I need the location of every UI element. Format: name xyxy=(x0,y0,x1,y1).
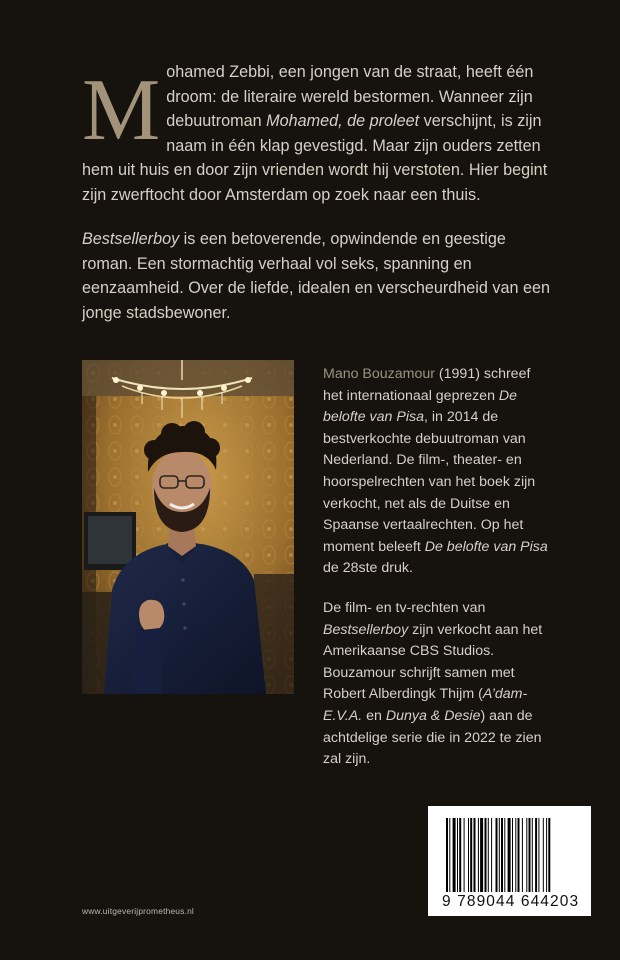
book-title-bestsellerboy: Bestsellerboy xyxy=(82,230,180,248)
barcode-bar xyxy=(526,818,527,892)
bio-paragraph-2: De film- en tv-rechten van Bestsellerboy zijn verkocht aan het Amerikaanse CBS Studios. Bouzamour schrijft samen met Robert Alberdingk Thijm (A’dam-E.V.A. en Dunya & Desie) aan de achtdelige serie die in 2022 te zien zal zijn. xyxy=(323,599,543,768)
barcode-bar xyxy=(501,818,503,892)
blurb-paragraph-1: Mohamed Zebbi, een jongen van de straat, heeft één droom: de literaire wereld bestormen. Wanneer zijn debuutroman Mohamed, de proleet verschijnt, is zijn naam in één klap gevestigd. Maar zijn ouders zetten hem uit huis en door zijn vrienden wordt hij verstoten. Hier begint zijn zwerftocht door Amsterdam op zoek naar een thuis. xyxy=(82,62,548,204)
book-title-de-belofte-van-pisa-2: De belofte van Pisa xyxy=(424,538,548,555)
publisher-website: www.uitgeverijprometheus.nl xyxy=(82,906,194,916)
barcode-bar xyxy=(464,818,465,892)
barcode-bar xyxy=(470,818,472,892)
blurb-paragraph-2: Bestsellerboy is een betoverende, opwindende en geestige roman. Een stormachtig verhaal vol seks, spanning en eenzaamheid. Over de liefde, idealen en verscheurdheid van een jonge stadsbewoner. xyxy=(82,230,550,322)
blurb xyxy=(82,60,552,325)
barcode-bar xyxy=(480,818,483,892)
barcode-bar xyxy=(522,818,523,892)
barcode-bar xyxy=(449,818,450,892)
title-adam-eva: A’dam-E.V.A. xyxy=(323,686,528,724)
barcode-bar xyxy=(515,818,516,892)
barcode-bar xyxy=(538,818,539,892)
barcode-bar xyxy=(474,818,476,892)
bio-paragraph-1: Mano Bouzamour (1991) schreef het internationaal geprezen De belofte van Pisa, in 2014 de bestverkochte debuutroman van Nederland. De film-, theater- en hoorspelrechten van het boek zijn verkocht, net als de Duitse en Spaanse vertaalrechten. Op het moment beleeft De belofte van Pisa de 28ste druk. xyxy=(323,366,548,577)
barcode-bar xyxy=(504,818,505,892)
barcode-bar xyxy=(491,818,492,892)
isbn-number: 9 789044 644203 xyxy=(442,893,580,910)
barcode-bar xyxy=(478,818,479,892)
barcode-bar xyxy=(485,818,487,892)
drop-cap: M xyxy=(82,62,161,159)
book-title-de-belofte-van-pisa: De belofte van Pisa xyxy=(323,387,518,426)
title-dunya-desie: Dunya & Desie xyxy=(385,707,481,724)
book-title-bestsellerboy-bio: Bestsellerboy xyxy=(323,621,409,638)
barcode xyxy=(428,806,591,916)
barcode-bar xyxy=(488,818,489,892)
barcode-bar xyxy=(457,818,458,892)
author-bio xyxy=(323,364,553,771)
barcode-bar xyxy=(499,818,500,892)
barcode-bar xyxy=(529,818,531,892)
barcode-bar xyxy=(508,818,511,892)
barcode-bar xyxy=(535,818,537,892)
author-photo xyxy=(82,360,294,694)
barcode-bar xyxy=(468,818,469,892)
barcode-bar xyxy=(543,818,544,892)
barcode-bar xyxy=(548,818,550,892)
book-title-mohamed-de-proleet: Mohamed, de proleet xyxy=(266,112,420,130)
barcode-bar xyxy=(496,818,498,892)
barcode-bar xyxy=(446,818,448,892)
author-name: Mano Bouzamour xyxy=(323,366,435,382)
barcode-bar xyxy=(512,818,513,892)
barcode-bar xyxy=(532,818,533,892)
barcode-bar xyxy=(518,818,520,892)
barcode-bar xyxy=(546,818,547,892)
barcode-bar xyxy=(453,818,456,892)
barcode-bar xyxy=(459,818,461,892)
